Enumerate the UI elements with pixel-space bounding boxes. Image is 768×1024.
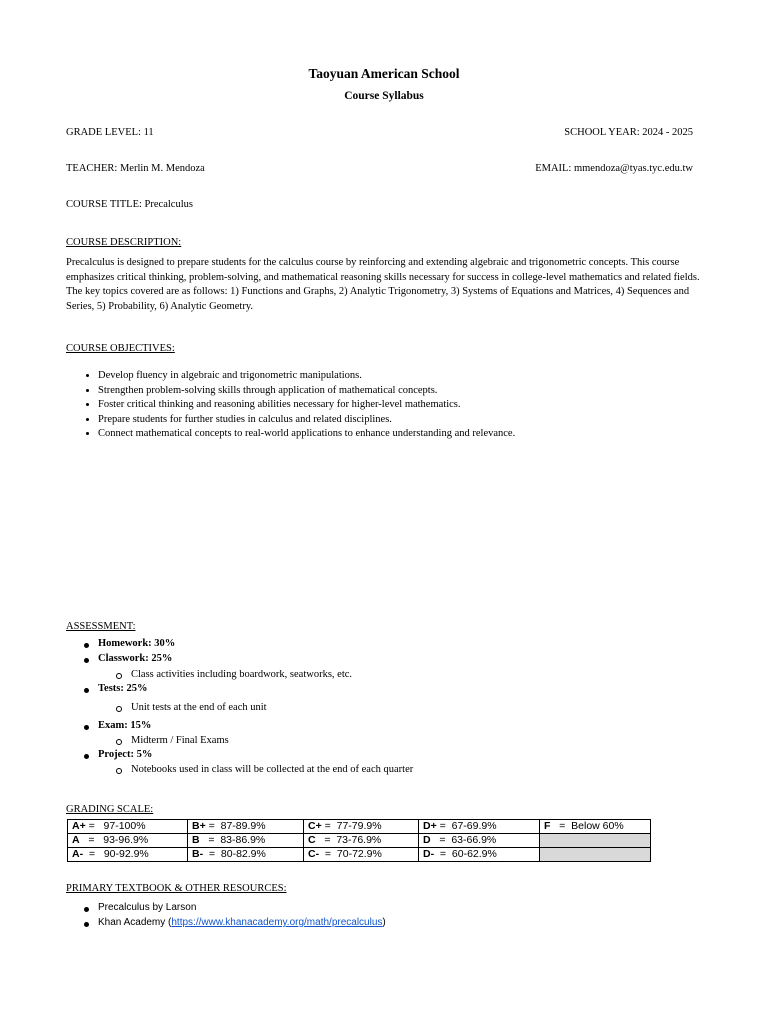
bullet-icon: [84, 643, 89, 648]
bullet-icon: [84, 725, 89, 730]
teacher-email: EMAIL: mmendoza@tyas.tyc.edu.tw: [535, 163, 693, 174]
list-item: Project: 5%: [66, 749, 152, 760]
table-cell: A+ = 97-100%: [68, 820, 188, 834]
course-description-text: Precalculus is designed to prepare students for the calculus course by reinforcing and extending algebraic and trigonometric concepts. This course emphasizes critical thinking, problem-solving, and mathematical reasoning skills necessary for success in college-level mathematics and related fields. The key topics covered are as follows: 1) Functions and Graphs, 2) Analytic Trigonometry, 3) Systems of Equations and Matrices, 4) Sequences and Series, 5) Probability, 6) Analytic Geometry.: [66, 257, 700, 313]
list-item: • Prepare students for further studies in calculus and related disciplines.: [98, 413, 738, 428]
bullet-icon: [84, 658, 89, 663]
table-cell: C- = 70-72.9%: [304, 848, 419, 862]
sub-bullet-icon: [116, 768, 122, 774]
table-cell: C+ = 77-79.9%: [304, 820, 419, 834]
list-item: Classwork: 25%: [66, 653, 172, 664]
bullet-icon: [84, 922, 89, 927]
table-cell: D = 63-66.9%: [419, 834, 540, 848]
school-name: Taoyuan American School: [308, 66, 460, 81]
list-item: Class activities including boardwork, seatworks, etc.: [66, 669, 352, 680]
list-item: Midterm / Final Exams: [66, 735, 229, 746]
grading-scale-table: [67, 819, 651, 862]
table-cell: B+ = 87-89.9%: [188, 820, 304, 834]
list-item: Precalculus by Larson: [66, 902, 196, 913]
list-item: Exam: 15%: [66, 720, 151, 731]
table-cell: D- = 60-62.9%: [419, 848, 540, 862]
list-item: Homework: 30%: [66, 638, 175, 649]
list-item: Notebooks used in class will be collected at the end of each quarter: [66, 764, 413, 775]
course-objectives-heading: COURSE OBJECTIVES:: [66, 343, 175, 354]
list-item: Tests: 25%: [66, 683, 148, 694]
table-cell-empty: [540, 834, 651, 848]
school-year: SCHOOL YEAR: 2024 - 2025: [564, 127, 693, 138]
list-item: • Connect mathematical concepts to real-world applications to enhance understanding and relevance.: [98, 427, 738, 442]
table-cell-empty: [540, 848, 651, 862]
objectives-list: [66, 369, 738, 442]
table-cell: B = 83-86.9%: [188, 834, 304, 848]
course-title: COURSE TITLE: Precalculus: [66, 199, 193, 210]
teacher-name: TEACHER: Merlin M. Mendoza: [66, 163, 205, 174]
table-cell: D+ = 67-69.9%: [419, 820, 540, 834]
table-row: [68, 820, 651, 834]
course-description-heading: COURSE DESCRIPTION:: [66, 237, 182, 248]
grading-scale-heading: GRADING SCALE:: [66, 804, 154, 815]
table-cell: F = Below 60%: [540, 820, 651, 834]
sub-bullet-icon: [116, 706, 122, 712]
grade-level: GRADE LEVEL: 11: [66, 127, 154, 138]
table-cell: C = 73-76.9%: [304, 834, 419, 848]
bullet-icon: [84, 688, 89, 693]
table-cell: A = 93-96.9%: [68, 834, 188, 848]
table-cell: A- = 90-92.9%: [68, 848, 188, 862]
sub-bullet-icon: [116, 739, 122, 745]
bullet-icon: [84, 907, 89, 912]
list-item: • Strengthen problem-solving skills through application of mathematical concepts.: [98, 384, 738, 399]
list-item: • Foster critical thinking and reasoning abilities necessary for higher-level mathematics.: [98, 398, 738, 413]
list-item: • Develop fluency in algebraic and trigonometric manipulations.: [98, 369, 738, 384]
sub-bullet-icon: [116, 673, 122, 679]
khan-academy-link[interactable]: https://www.khanacademy.org/math/precalculus: [171, 917, 383, 928]
bullet-icon: [84, 754, 89, 759]
resources-heading: PRIMARY TEXTBOOK & OTHER RESOURCES:: [66, 883, 287, 894]
list-item: Khan Academy (https://www.khanacademy.org/math/precalculus): [66, 917, 386, 928]
document-title: Course Syllabus: [344, 90, 424, 102]
list-item: Unit tests at the end of each unit: [66, 702, 267, 713]
table-row: [68, 834, 651, 848]
table-row: [68, 848, 651, 862]
assessment-heading: ASSESSMENT:: [66, 621, 136, 632]
table-cell: B- = 80-82.9%: [188, 848, 304, 862]
